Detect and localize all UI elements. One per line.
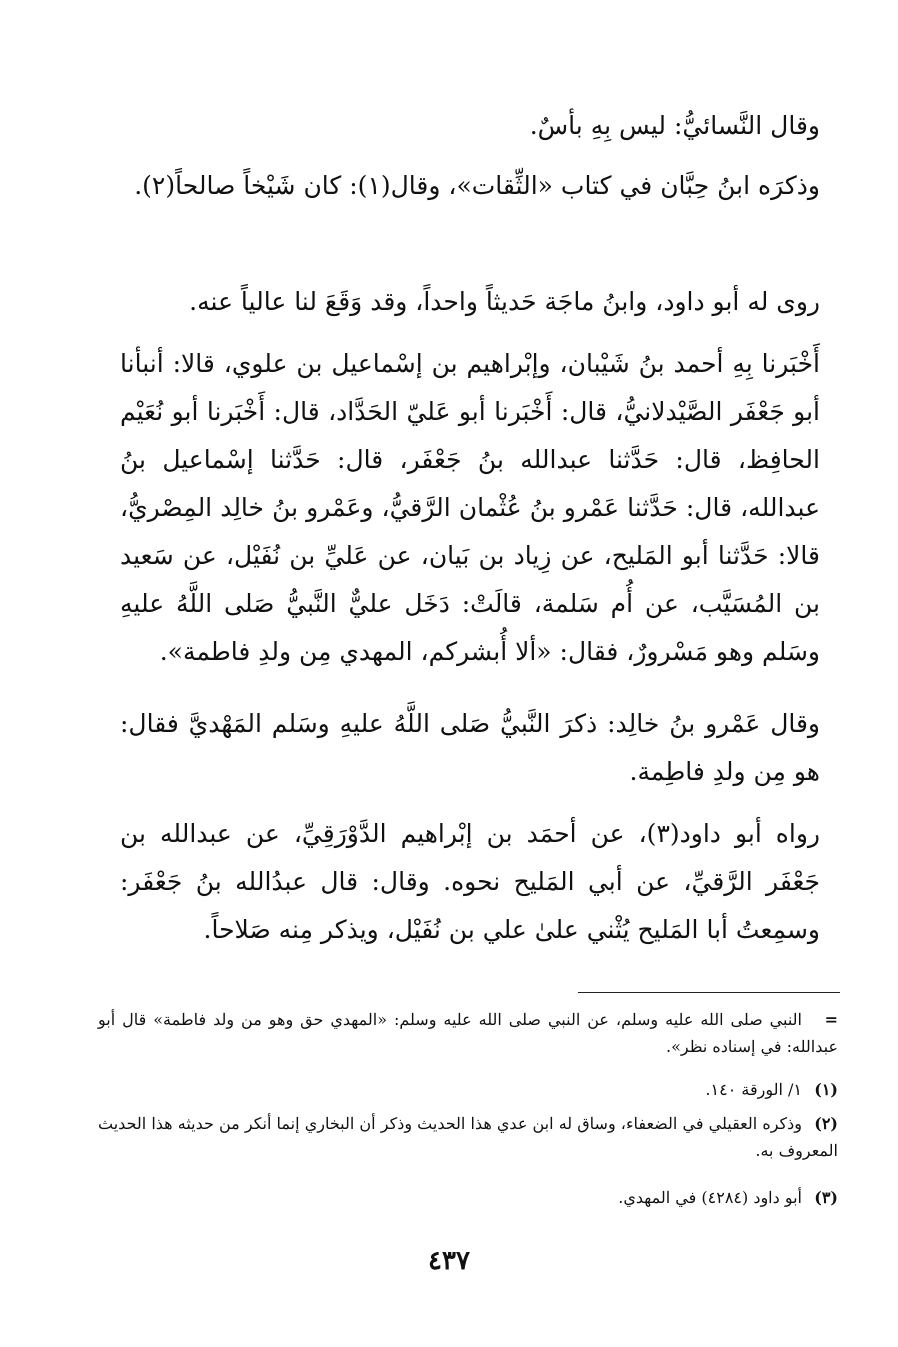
footnote-marker: (٢): [814, 1114, 838, 1133]
body-paragraph: روى له أبو داود، وابنُ ماجَة حَديثاً واحداً، وقد وَقَعَ لنا عالياً عنه.: [189, 287, 820, 316]
footnote-continuation-marker: =: [824, 1010, 838, 1029]
footnote-marker: (٣): [814, 1188, 838, 1207]
footnote: [98, 1110, 838, 1164]
footnote-marker: (١): [814, 1080, 838, 1099]
body-paragraph: وذكرَه ابنُ حِبَّان في كتاب «الثِّقات»، وقال(١): كان شَيْخاً صالحاً(٢).: [134, 171, 820, 200]
page-number: ٤٣٧: [428, 1246, 470, 1276]
footnote: [98, 1184, 838, 1211]
footnote-divider: [578, 992, 840, 993]
body-paragraph: رواه أبو داود(٣)، عن أحمَد بن إبْراهيم الدَّوْرَقِيِّ، عن عبدالله بن جَعْفَر الرَّقيِّ، عن أبي المَليح نحوه. وقال: قال عبدُالله بنُ جَعْفَر: وسمِعتُ أبا المَليح يُثْني علىٰ علي بن نُفَيْل، ويذكر مِنه صَلاحاً.: [120, 819, 820, 944]
footnote-text: وذكره العقيلي في الضعفاء، وساق له ابن عدي هذا الحديث وذكر أن البخاري إنما أنكر من حديثه هذا الحديث المعروف به.: [98, 1114, 838, 1160]
body-paragraph: وقال النَّسائيُّ: ليس بِهِ بأسٌ.: [529, 111, 820, 140]
body-paragraph: وقال عَمْرو بنُ خالِد: ذكرَ النَّبيُّ صَلى اللَّهُ عليهِ وسَلم المَهْديَّ فقال: هو مِن ولدِ فاطِمة.: [120, 709, 820, 786]
body-paragraph-hadith: أَخْبَرنا بِهِ أحمد بنُ شَيْبان، وإبْراهيم بن إسْماعيل بن علوي، قالا: أنبأنا أبو جَعْفَر الصَّيْدلانيُّ، قال: أَخْبَرنا أبو عَليّ الحَدَّاد، قال: أَخْبَرنا أبو نُعَيْم الحافِظ، قال: حَدَّثنا عبدالله بنُ جَعْفَر، قال: حَدَّثنا إسْماعيل بنُ عبدالله، قال: حَدَّثنا عَمْرو بنُ عُثْمان الرَّقيُّ، وعَمْرو بنُ خالِد المِصْريُّ، قالا: حَدَّثنا أبو المَليح، عن زِياد بن بَيان، عن عَليِّ بن نُفَيْل، عن سَعيد بن المُسَيَّب، عن أُم سَلمة، قالَتْ: دَخَل عليٌّ النَّبيُّ صَلى اللَّهُ عليهِ وسَلم وهو مَسْرورٌ، فقال: «ألا أُبشركم، المهدي مِن ولدِ فاطمة».: [120, 349, 820, 666]
footnote-continuation-text: النبي صلى الله عليه وسلم، عن النبي صلى الله عليه وسلم: «المهدي حق وهو من ولد فاطمة» قال أبو عبدالله: في إسناده نظر».: [98, 1010, 838, 1056]
footnote: [98, 1076, 838, 1103]
footnote-continuation: [98, 1006, 838, 1060]
footnote-text: ١/ الورقة ١٤٠.: [705, 1080, 802, 1099]
footnote-text: أبو داود (٤٢٨٤) في المهدي.: [618, 1188, 802, 1207]
